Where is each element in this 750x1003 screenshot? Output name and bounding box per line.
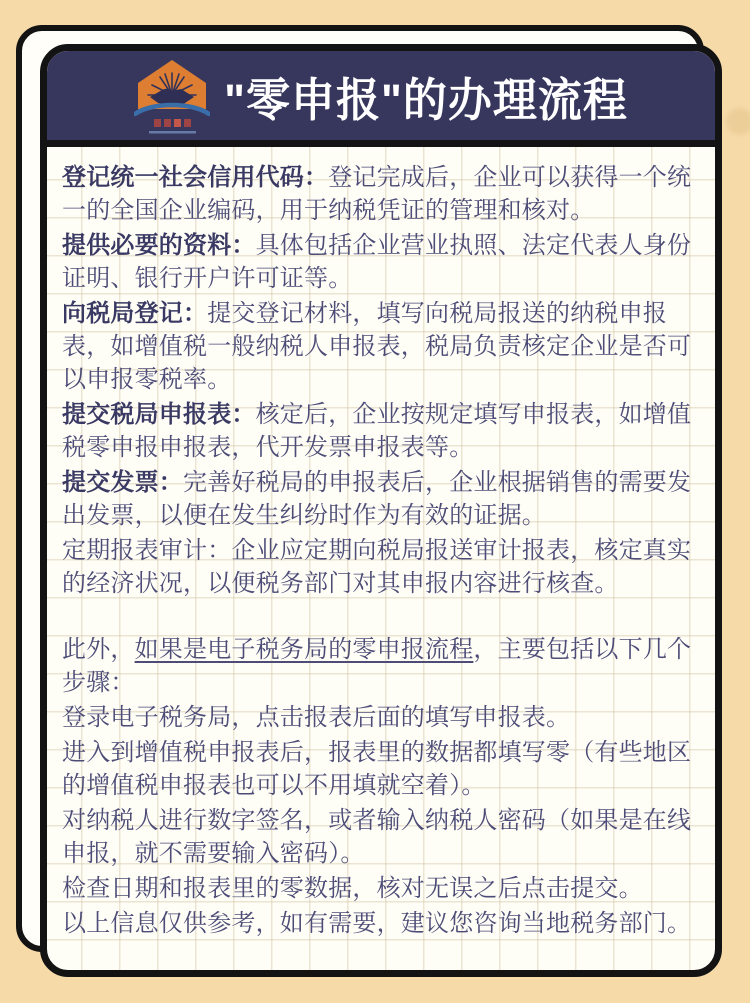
paragraph: 以上信息仅供参考，如有需要，建议您咨询当地税务部门。 [62,910,692,937]
paragraph-label: 向税局登记： [62,300,208,327]
header-bar [47,51,715,147]
paragraph: 提交税局申报表：核定后，企业按规定填写申报表，如增值税零申报申报表，代开发票申报表等。 [62,401,692,461]
front-card [40,44,722,977]
paragraph: 登录电子税务局，点击报表后面的填写申报表。 [62,704,571,731]
page-title: "零申报"的办理流程 [224,74,628,126]
paragraph: 此外，如果是电子税务局的零申报流程，主要包括以下几个步骤： [62,636,692,696]
content-area [47,147,715,970]
paragraph: 向税局登记：提交登记材料，填写向税局报送的纳税申报表，如增值税一般纳税人申报表，税局负责核定企业是否可以申报零税率。 [62,300,692,393]
paragraph-spacer [62,602,697,633]
paragraph: 登记统一社会信用代码：登记完成后，企业可以获得一个统一的全国企业编码，用于纳税凭证的管理和核对。 [62,164,692,224]
company-logo-icon [134,57,210,137]
underlined-phrase: 如果是电子税务局的零申报流程 [134,636,474,663]
paragraph: 对纳税人进行数字签名，或者输入纳税人密码（如果是在线申报，就不需要输入密码）。 [62,807,692,867]
paragraph-label: 提交税局申报表： [62,401,256,428]
paragraph: 定期报表审计：企业应定期向税局报送审计报表，核定真实的经济状况，以便税务部门对其申报内容进行核查。 [62,537,692,597]
paragraph-label: 提供必要的资料： [62,232,256,259]
paragraph: 检查日期和报表里的零数据，核对无误之后点击提交。 [62,875,643,902]
paragraph: 提供必要的资料：具体包括企业营业执照、法定代表人身份证明、银行开户许可证等。 [62,232,692,292]
paragraph: 提交发票：完善好税局的申报表后，企业根据销售的需要发出发票，以便在发生纠纷时作为有效的证据。 [62,469,692,529]
background-dot-decoration [726,108,750,135]
paragraph-label: 登记统一社会信用代码： [62,164,329,191]
paragraph: 进入到增值税申报表后，报表里的数据都填写零（有些地区的增值税申报表也可以不用填就空着）。 [62,739,692,799]
paragraph-label: 提交发票： [62,469,183,496]
